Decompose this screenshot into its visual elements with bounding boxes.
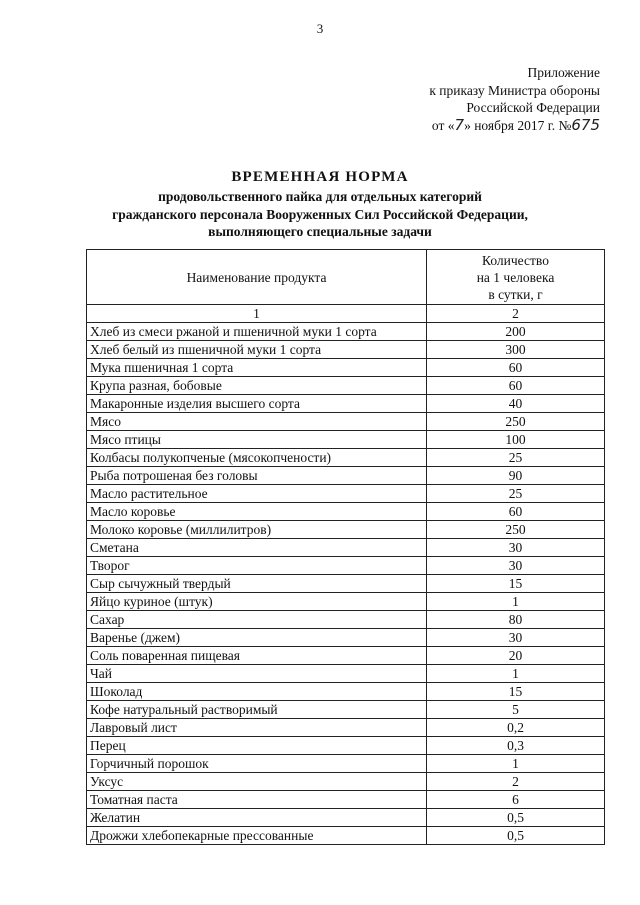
table-row bbox=[87, 395, 605, 413]
table-row bbox=[87, 359, 605, 377]
handwritten-order-number: 675 bbox=[571, 115, 600, 134]
product-quantity: 2 bbox=[427, 773, 605, 791]
table-row bbox=[87, 521, 605, 539]
product-quantity: 15 bbox=[427, 683, 605, 701]
column-number-2: 2 bbox=[427, 305, 605, 323]
handwritten-day: 7 bbox=[454, 115, 465, 134]
product-name: Варенье (джем) bbox=[87, 629, 427, 647]
header-quantity-line-1: Количество bbox=[482, 252, 549, 268]
product-name: Масло растительное bbox=[87, 485, 427, 503]
product-name: Хлеб белый из пшеничной муки 1 сорта bbox=[87, 341, 427, 359]
product-name: Мясо bbox=[87, 413, 427, 431]
product-quantity: 5 bbox=[427, 701, 605, 719]
header-quantity bbox=[427, 250, 605, 305]
appendix-date-line bbox=[370, 117, 600, 135]
product-name: Перец bbox=[87, 737, 427, 755]
product-name: Рыба потрошеная без головы bbox=[87, 467, 427, 485]
product-quantity: 1 bbox=[427, 755, 605, 773]
table-row bbox=[87, 611, 605, 629]
document-title: ВРЕМЕННАЯ НОРМА bbox=[231, 169, 409, 185]
table-row bbox=[87, 557, 605, 575]
product-name: Сахар bbox=[87, 611, 427, 629]
table-row bbox=[87, 575, 605, 593]
product-name: Сметана bbox=[87, 539, 427, 557]
table-row bbox=[87, 701, 605, 719]
product-quantity: 0,5 bbox=[427, 809, 605, 827]
product-quantity: 30 bbox=[427, 557, 605, 575]
header-quantity-line-2: на 1 человека bbox=[476, 269, 555, 285]
ration-norms-table bbox=[86, 249, 605, 845]
product-name: Лавровый лист bbox=[87, 719, 427, 737]
product-name: Яйцо куриное (штук) bbox=[87, 593, 427, 611]
date-prefix: от « bbox=[431, 117, 455, 133]
product-quantity: 40 bbox=[427, 395, 605, 413]
table-row bbox=[87, 629, 605, 647]
product-name: Томатная паста bbox=[87, 791, 427, 809]
table-row bbox=[87, 485, 605, 503]
product-name: Соль поваренная пищевая bbox=[87, 647, 427, 665]
product-quantity: 0,3 bbox=[427, 737, 605, 755]
table-row bbox=[87, 755, 605, 773]
product-name: Хлеб из смеси ржаной и пшеничной муки 1 сорта bbox=[87, 323, 427, 341]
page-number: 3 bbox=[316, 21, 324, 36]
product-quantity: 0,5 bbox=[427, 827, 605, 845]
product-name: Кофе натуральный растворимый bbox=[87, 701, 427, 719]
table-row bbox=[87, 539, 605, 557]
product-quantity: 1 bbox=[427, 593, 605, 611]
product-quantity: 100 bbox=[427, 431, 605, 449]
table-row bbox=[87, 593, 605, 611]
table-row bbox=[87, 341, 605, 359]
appendix-title: Приложение bbox=[527, 65, 600, 80]
date-suffix: » ноября 2017 г. № bbox=[464, 117, 572, 133]
product-name: Макаронные изделия высшего сорта bbox=[87, 395, 427, 413]
product-name: Уксус bbox=[87, 773, 427, 791]
product-quantity: 6 bbox=[427, 791, 605, 809]
column-number-row bbox=[87, 305, 605, 323]
product-quantity: 1 bbox=[427, 665, 605, 683]
product-quantity: 60 bbox=[427, 503, 605, 521]
product-name: Мясо птицы bbox=[87, 431, 427, 449]
product-quantity: 0,2 bbox=[427, 719, 605, 737]
appendix-order-ref: к приказу Министра обороны bbox=[429, 82, 600, 98]
product-name: Шоколад bbox=[87, 683, 427, 701]
product-name: Дрожжи хлебопекарные прессованные bbox=[87, 827, 427, 845]
product-quantity: 300 bbox=[427, 341, 605, 359]
product-name: Сыр сычужный твердый bbox=[87, 575, 427, 593]
table-row bbox=[87, 809, 605, 827]
table-header-row bbox=[87, 250, 605, 305]
product-name: Желатин bbox=[87, 809, 427, 827]
product-quantity: 25 bbox=[427, 449, 605, 467]
table-row bbox=[87, 791, 605, 809]
product-quantity: 250 bbox=[427, 413, 605, 431]
product-name: Масло коровье bbox=[87, 503, 427, 521]
table-row bbox=[87, 719, 605, 737]
product-quantity: 200 bbox=[427, 323, 605, 341]
header-product-name: Наименование продукта bbox=[87, 250, 427, 305]
product-quantity: 20 bbox=[427, 647, 605, 665]
document-subtitle-2: гражданского персонала Вооруженных Сил Российской Федерации, bbox=[112, 206, 528, 222]
product-name: Мука пшеничная 1 сорта bbox=[87, 359, 427, 377]
product-name: Чай bbox=[87, 665, 427, 683]
document-subtitle-3: выполняющего специальные задачи bbox=[208, 224, 432, 239]
table-row bbox=[87, 773, 605, 791]
table-row bbox=[87, 449, 605, 467]
appendix-block bbox=[370, 64, 600, 134]
product-name: Колбасы полукопченые (мясокопчености) bbox=[87, 449, 427, 467]
product-quantity: 30 bbox=[427, 629, 605, 647]
table-row bbox=[87, 827, 605, 845]
product-quantity: 15 bbox=[427, 575, 605, 593]
table-row bbox=[87, 503, 605, 521]
product-quantity: 30 bbox=[427, 539, 605, 557]
product-quantity: 250 bbox=[427, 521, 605, 539]
table-row bbox=[87, 323, 605, 341]
table-row bbox=[87, 377, 605, 395]
product-quantity: 90 bbox=[427, 467, 605, 485]
table-row bbox=[87, 467, 605, 485]
column-number-1: 1 bbox=[87, 305, 427, 323]
table-row bbox=[87, 413, 605, 431]
table-row bbox=[87, 737, 605, 755]
document-subtitle-1: продовольственного пайка для отдельных категорий bbox=[158, 189, 482, 204]
header-quantity-line-3: в сутки, г bbox=[488, 286, 543, 302]
table-row bbox=[87, 431, 605, 449]
product-name: Молоко коровье (миллилитров) bbox=[87, 521, 427, 539]
document-title-block bbox=[0, 166, 640, 241]
product-quantity: 25 bbox=[427, 485, 605, 503]
product-name: Творог bbox=[87, 557, 427, 575]
product-name: Горчичный порошок bbox=[87, 755, 427, 773]
table-row bbox=[87, 647, 605, 665]
appendix-federation: Российской Федерации bbox=[466, 100, 600, 115]
table-body bbox=[87, 305, 605, 845]
table-row bbox=[87, 665, 605, 683]
product-quantity: 60 bbox=[427, 359, 605, 377]
table-row bbox=[87, 683, 605, 701]
product-quantity: 60 bbox=[427, 377, 605, 395]
product-name: Крупа разная, бобовые bbox=[87, 377, 427, 395]
product-quantity: 80 bbox=[427, 611, 605, 629]
